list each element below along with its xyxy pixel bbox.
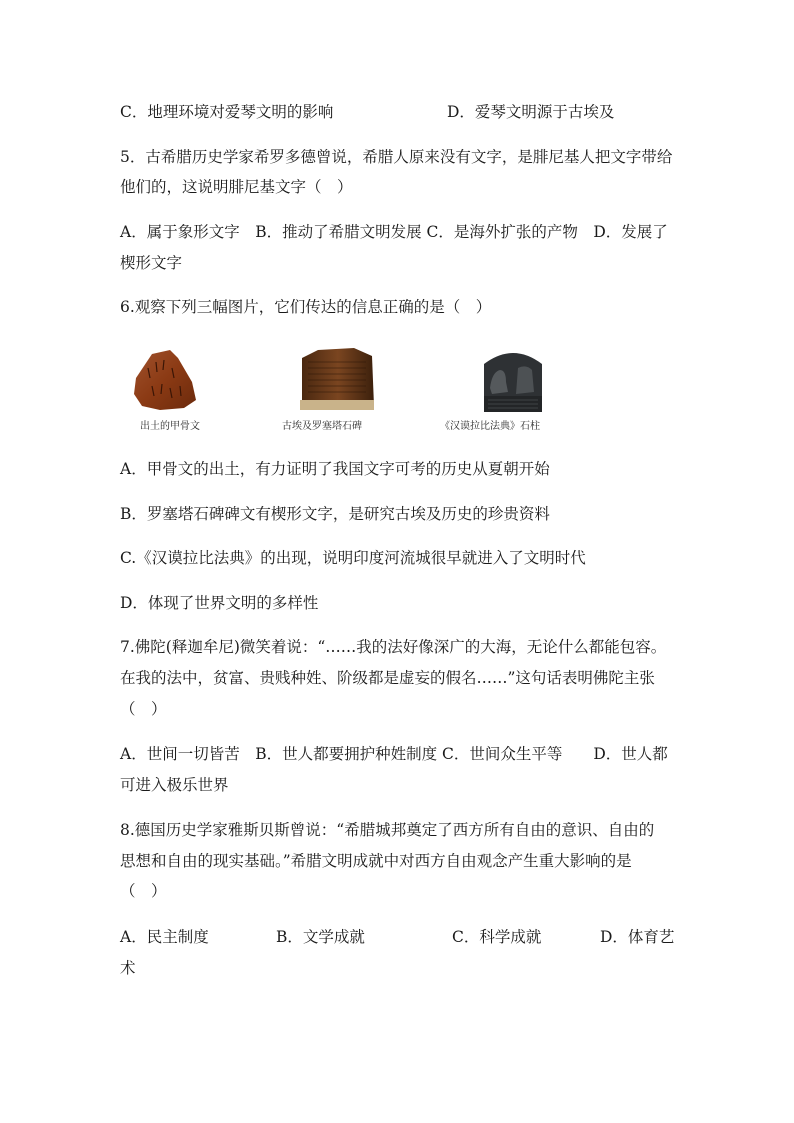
q6-option-a: A．甲骨文的出土，有力证明了我国文字可考的历史从夏朝开始 [120, 460, 550, 478]
q4-option-d: D．爱琴文明源于古埃及 [447, 103, 615, 121]
oracle-bone-caption: 出土的甲骨文 [140, 421, 200, 432]
q8-stem-line2: 思想和自由的现实基础。”希腊文明成就中对西方自由观念产生重大影响的是 [120, 852, 632, 870]
rosetta-stone-caption: 古埃及罗塞塔石碑 [282, 421, 362, 432]
q6-stem: 6.观察下列三幅图片，它们传达的信息正确的是（ ） [120, 298, 492, 316]
q6-option-b: B．罗塞塔石碑碑文有楔形文字，是研究古埃及历史的珍贵资料 [120, 505, 550, 523]
q7-stem-line2: 在我的法中，贫富、贵贱种姓、阶级都是虚妄的假名……”这句话表明佛陀主张 [120, 669, 655, 687]
q5-stem-line1: 5．古希腊历史学家希罗多德曾说，希腊人原来没有文字，是腓尼基人把文字带给 [120, 148, 673, 166]
q6-option-c: C.《汉谟拉比法典》的出现，说明印度河流城很早就进入了文明时代 [120, 549, 586, 567]
q5-options-line2: 楔形文字 [120, 254, 183, 272]
q4-option-c: C．地理环境对爱琴文明的影响 [120, 103, 334, 121]
q8-option-b: B．文学成就 [276, 928, 365, 946]
q7-stem-line3: （ ） [120, 700, 167, 718]
hammurabi-stele-caption: 《汉谟拉比法典》石柱 [440, 421, 540, 432]
q7-options-line1: A．世间一切皆苦 B．世人都要拥护种姓制度 C．世间众生平等 D．世人都 [120, 745, 668, 763]
q8-stem-line3: （ ） [120, 882, 167, 900]
rosetta-stone-image [298, 348, 376, 412]
hammurabi-stele-image [478, 348, 548, 412]
q8-option-c: C．科学成就 [452, 928, 542, 946]
q8-option-d-wrap: 术 [120, 959, 136, 977]
q8-option-d: D．体育艺 [600, 928, 675, 946]
q5-stem-line2: 他们的，这说明腓尼基文字（ ） [120, 178, 353, 196]
q8-option-a: A．民主制度 [120, 928, 209, 946]
q7-options-line2: 可进入极乐世界 [120, 776, 229, 794]
q6-option-d: D．体现了世界文明的多样性 [120, 594, 319, 612]
oracle-bone-image [130, 348, 200, 412]
q8-stem-line1: 8.德国历史学家雅斯贝斯曾说：“希腊城邦奠定了西方所有自由的意识、自由的 [120, 821, 655, 839]
q5-options-line1: A．属于象形文字 B．推动了希腊文明发展 C．是海外扩张的产物 D．发展了 [120, 223, 668, 241]
q7-stem-line1: 7.佛陀(释迦牟尼)微笑着说：“……我的法好像深广的大海，无论什么都能包容。 [120, 638, 667, 656]
